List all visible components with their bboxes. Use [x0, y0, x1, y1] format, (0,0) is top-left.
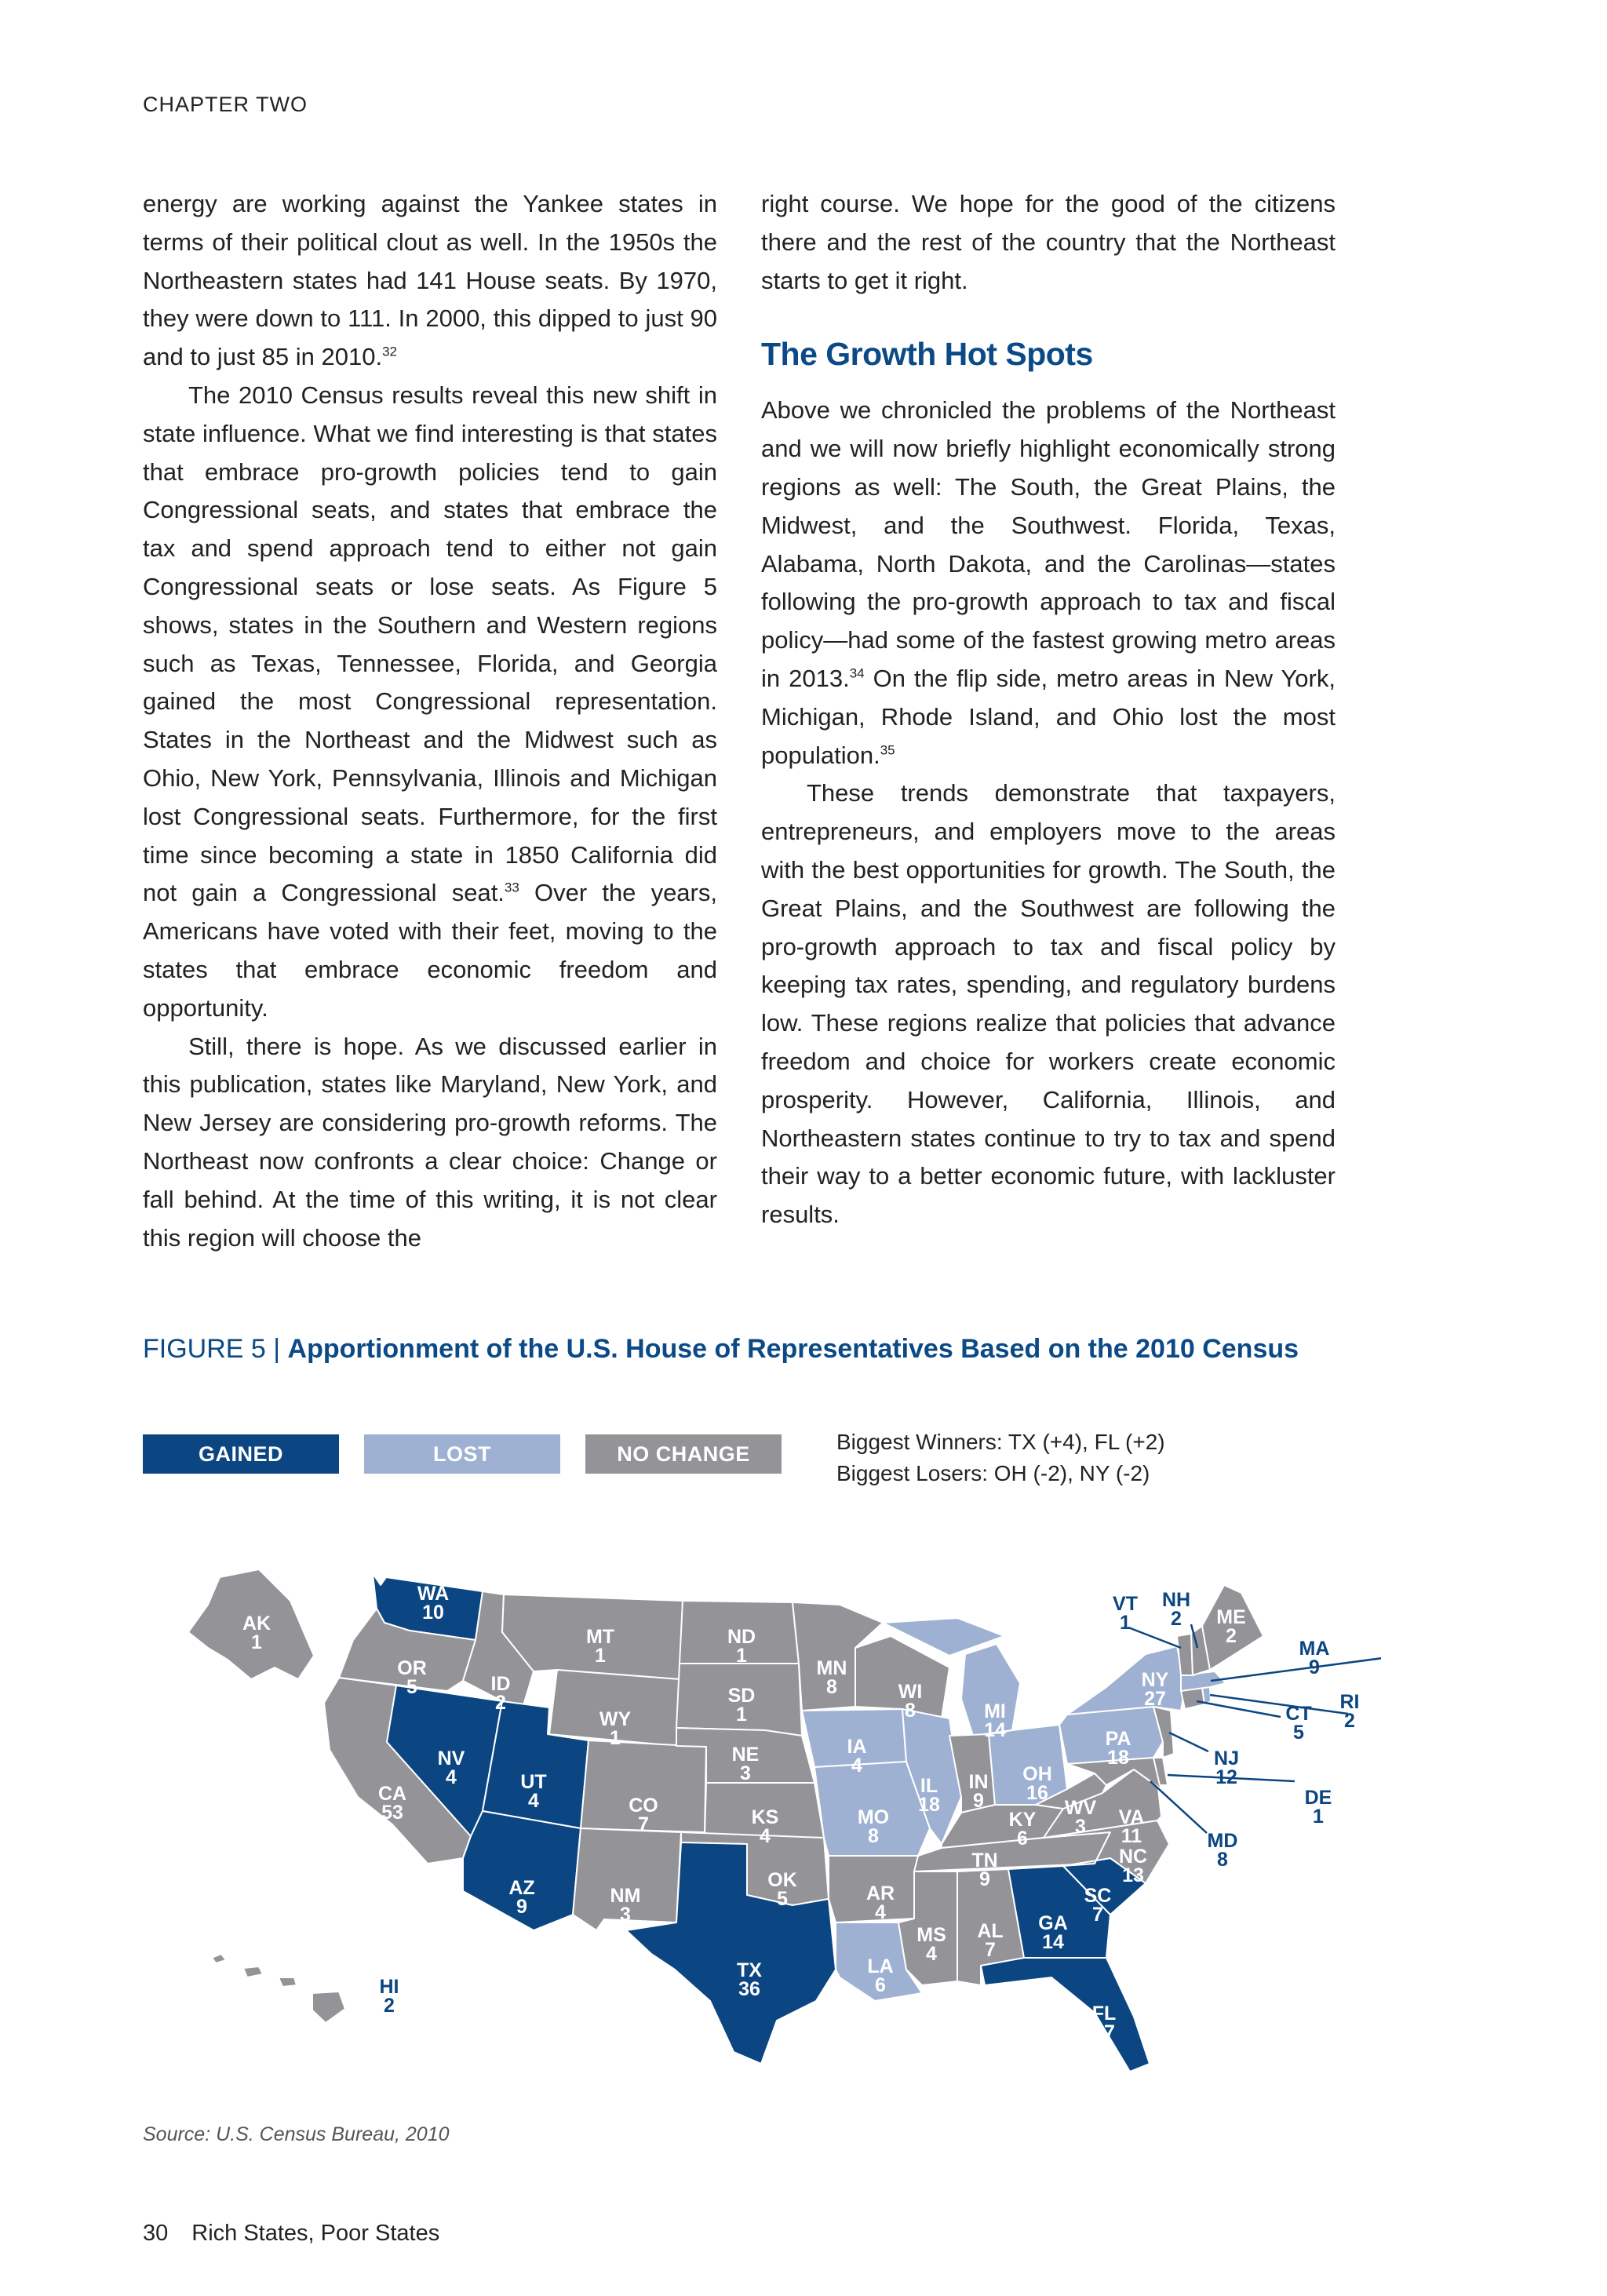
label-tn-seats: 9	[979, 1868, 990, 1890]
label-la-seats: 6	[875, 1974, 886, 1996]
page-footer	[143, 2221, 439, 2247]
label-ga-seats: 14	[1042, 1931, 1064, 1953]
label-ut-seats: 4	[528, 1790, 539, 1812]
label-nh-seats: 2	[1171, 1608, 1182, 1630]
label-ak-seats: 1	[251, 1631, 262, 1653]
label-ny-abbr: NY	[1141, 1669, 1169, 1691]
legend-no-change: NO CHANGE	[585, 1434, 782, 1474]
label-al-abbr: AL	[977, 1920, 1004, 1942]
label-or-seats: 5	[406, 1676, 417, 1698]
publication-title: Rich States, Poor States	[191, 2221, 440, 2246]
label-id-seats: 2	[495, 1692, 506, 1714]
right-column	[761, 185, 1336, 1234]
label-ms-seats: 4	[926, 1943, 937, 1965]
label-tx-seats: 36	[738, 1978, 760, 2000]
legend-lost: LOST	[364, 1434, 560, 1474]
section-heading: The Growth Hot Spots	[761, 336, 1093, 373]
label-nd-abbr: ND	[727, 1626, 756, 1648]
label-ok-abbr: OK	[767, 1869, 797, 1891]
label-ma-abbr: MA	[1299, 1638, 1330, 1660]
label-ar-abbr: AR	[865, 1882, 895, 1904]
label-ma-seats: 9	[1309, 1656, 1320, 1678]
label-ar-seats: 4	[875, 1901, 886, 1923]
label-nv-abbr: NV	[437, 1748, 465, 1769]
page-number: 30	[143, 2221, 169, 2246]
label-al-seats: 7	[985, 1939, 996, 1961]
paragraph: The 2010 Census results reveal this new shift in state influence. What we find interesting is that states that embrace pro-growth policies tend to gain Congressional seats, and states that embrace the tax and spend approach tend to either not gain Congressional seats or lose seats. As Figure 5 shows, states in the Southern and Western regions such as Texas, Tennessee, Florida, and Georgia gained the most Congressional representation. States in the Northeast and the Midwest such as Ohio, New York, Pennsylvania, Illinois and Michigan lost Congressional seats. Furthermore, for the first time since becoming a state in 1850 California did not gain a Congressional seat.$^{33}$ Over the years, Americans have voted with their feet, moving to the states that embrace economic freedom and opportunity.	[143, 381, 717, 1022]
label-wi-abbr: WI	[898, 1681, 923, 1703]
label-mt-abbr: MT	[585, 1626, 615, 1648]
label-ia-abbr: IA	[847, 1736, 867, 1758]
label-il-seats: 18	[918, 1794, 940, 1816]
label-ia-seats: 4	[851, 1755, 862, 1777]
label-md-abbr: MD	[1207, 1830, 1238, 1852]
footnote-ref: 34	[849, 665, 865, 681]
paragraph: Above we chronicled the problems of the Northeast and we will now briefly highlight economically strong regions as well: The South, the Great Plains, the Midwest, and the Southwest. Florida, Texas, Alabama, North Dakota, and the Carolinas—states following the pro-growth approach to tax and fiscal policy—had some of the fastest growing metro areas in 2013.34 On the flip side, metro areas in New York, Michigan, Rhode Island, and Ohio lost the most population.$^{35}$	[761, 396, 1336, 769]
label-wv-abbr: WV	[1064, 1797, 1097, 1819]
label-in-abbr: IN	[968, 1771, 989, 1793]
label-de-abbr: DE	[1304, 1787, 1332, 1809]
label-nc-seats: 13	[1122, 1864, 1144, 1886]
label-ne-abbr: NE	[731, 1744, 760, 1766]
label-nv-seats: 4	[446, 1766, 457, 1788]
label-wy-abbr: WY	[599, 1708, 632, 1730]
label-ca-seats: 53	[381, 1802, 403, 1824]
label-fl-abbr: FL	[1091, 2003, 1117, 2024]
label-la-abbr: LA	[867, 1955, 894, 1977]
winners-losers-note	[836, 1427, 1165, 1489]
label-wv-seats: 3	[1075, 1816, 1086, 1838]
state-fl	[981, 1958, 1150, 2072]
label-sd-seats: 1	[736, 1704, 747, 1726]
label-mi-abbr: MI	[984, 1700, 1006, 1722]
label-mo-seats: 8	[868, 1825, 879, 1847]
label-mi-seats: 14	[984, 1719, 1006, 1741]
biggest-winners: Biggest Winners: TX (+4), FL (+2)	[836, 1430, 1165, 1454]
label-il-abbr: IL	[920, 1775, 938, 1797]
label-mo-abbr: MO	[857, 1806, 890, 1828]
label-va-seats: 11	[1121, 1825, 1142, 1847]
label-nm-seats: 3	[620, 1904, 631, 1926]
label-tn-abbr: TN	[971, 1850, 998, 1871]
biggest-losers: Biggest Losers: OH (-2), NY (-2)	[836, 1461, 1150, 1485]
label-ri-seats: 2	[1344, 1710, 1355, 1732]
label-ky-abbr: KY	[1008, 1809, 1037, 1831]
label-co-seats: 7	[638, 1813, 649, 1835]
label-wi-seats: 8	[905, 1700, 916, 1722]
label-ny-seats: 27	[1144, 1688, 1166, 1710]
label-me-seats: 2	[1226, 1625, 1237, 1647]
label-va-abbr: VA	[1118, 1806, 1145, 1828]
paragraph: energy are working against the Yankee states in terms of their political clout as well. In the 1950s the Northeastern states had 141 House seats. By 1970, they were down to 111. In 2000, this dipped to just 90 and to just 85 in 2010.32	[143, 190, 717, 371]
label-ct-abbr: CT	[1285, 1703, 1312, 1725]
label-hi-seats: 2	[384, 1995, 395, 2017]
label-md-seats: 8	[1217, 1849, 1228, 1871]
label-nj-abbr: NJ	[1214, 1748, 1239, 1769]
label-ga-abbr: GA	[1038, 1912, 1068, 1934]
state-hi-3	[279, 1977, 297, 1987]
label-sc-seats: 7	[1092, 1904, 1103, 1926]
label-wa-seats: 10	[422, 1602, 444, 1624]
label-ks-abbr: KS	[751, 1806, 779, 1828]
label-mt-seats: 1	[595, 1645, 606, 1667]
figure-title: FIGURE 5 | Apportionment of the U.S. House of Representatives Based on the 2010 Census	[143, 1334, 1299, 1364]
label-pa-seats: 18	[1107, 1747, 1129, 1769]
label-nh-abbr: NH	[1161, 1589, 1191, 1611]
footnote-ref: 35	[880, 742, 895, 758]
us-apportionment-map	[133, 1562, 1381, 2079]
label-ne-seats: 3	[740, 1762, 751, 1784]
label-vt-abbr: VT	[1113, 1593, 1138, 1615]
label-ri-abbr: RI	[1339, 1691, 1360, 1713]
footnote-ref: 33	[504, 880, 519, 896]
footnote-ref: 32	[382, 344, 397, 359]
source-note: Source: U.S. Census Bureau, 2010	[143, 2123, 450, 2145]
label-ct-seats: 5	[1293, 1722, 1304, 1744]
label-ok-seats: 5	[777, 1888, 788, 1910]
label-nd-seats: 1	[736, 1645, 747, 1667]
label-mn-seats: 8	[826, 1676, 837, 1698]
label-nj-seats: 12	[1215, 1766, 1237, 1788]
left-column	[143, 185, 717, 1257]
label-mn-abbr: MN	[816, 1657, 847, 1679]
label-az-abbr: AZ	[508, 1877, 535, 1899]
label-oh-abbr: OH	[1022, 1763, 1052, 1785]
label-me-abbr: ME	[1216, 1606, 1246, 1628]
label-co-abbr: CO	[629, 1795, 658, 1817]
state-hi-4	[312, 1992, 345, 2023]
paragraph: Still, there is hope. As we discussed earlier in this publication, states like Maryland, New York, and New Jersey are considering pro-growth reforms. The Northeast now confronts a clear choice: Change or fall behind. At the time of this writing, it is not clear this region will choose the	[143, 1032, 717, 1252]
label-ut-abbr: UT	[520, 1771, 547, 1793]
state-hi-2	[243, 1966, 263, 1977]
label-fl-seats: 27	[1093, 2021, 1115, 2043]
label-ks-seats: 4	[760, 1825, 771, 1847]
chapter-header: CHAPTER TWO	[143, 93, 308, 116]
label-tx-abbr: TX	[737, 1959, 762, 1981]
label-pa-abbr: PA	[1105, 1728, 1131, 1750]
label-wy-seats: 1	[610, 1727, 621, 1749]
label-ak-abbr: AK	[242, 1613, 271, 1635]
paragraph: These trends demonstrate that taxpayers, entrepreneurs, and employers move to the areas with the best opportunities for growth. The South, the Great Plains, and the Southwest are following the pro-growth approach to tax and fiscal policy by keeping tax rates, spending, and regulatory burdens low. These regions realize that policies that advance freedom and choice for workers create economic prosperity. However, California, Illinois, and Northeastern states continue to try to tax and spend their way to a better economic future, with lackluster results.	[761, 779, 1336, 1229]
label-az-seats: 9	[516, 1896, 527, 1918]
label-nm-abbr: NM	[610, 1885, 641, 1907]
label-in-seats: 9	[973, 1790, 984, 1812]
label-ca-abbr: CA	[377, 1783, 407, 1805]
label-oh-seats: 16	[1026, 1782, 1048, 1804]
legend-gained: GAINED	[143, 1434, 339, 1474]
label-sc-abbr: SC	[1084, 1885, 1112, 1907]
label-ms-abbr: MS	[916, 1924, 946, 1946]
label-wa-abbr: WA	[417, 1583, 450, 1605]
label-nc-abbr: NC	[1118, 1846, 1148, 1868]
label-hi-abbr: HI	[379, 1976, 399, 1998]
label-sd-abbr: SD	[727, 1685, 756, 1707]
label-de-seats: 1	[1313, 1806, 1324, 1828]
paragraph: right course. We hope for the good of the citizens there and the rest of the country that the Northeast starts to get it right.	[761, 190, 1336, 294]
label-ky-seats: 6	[1017, 1828, 1028, 1850]
label-id-abbr: ID	[490, 1673, 511, 1695]
label-vt-seats: 1	[1120, 1612, 1131, 1634]
state-hi-1	[212, 1954, 226, 1963]
label-or-abbr: OR	[397, 1657, 427, 1679]
